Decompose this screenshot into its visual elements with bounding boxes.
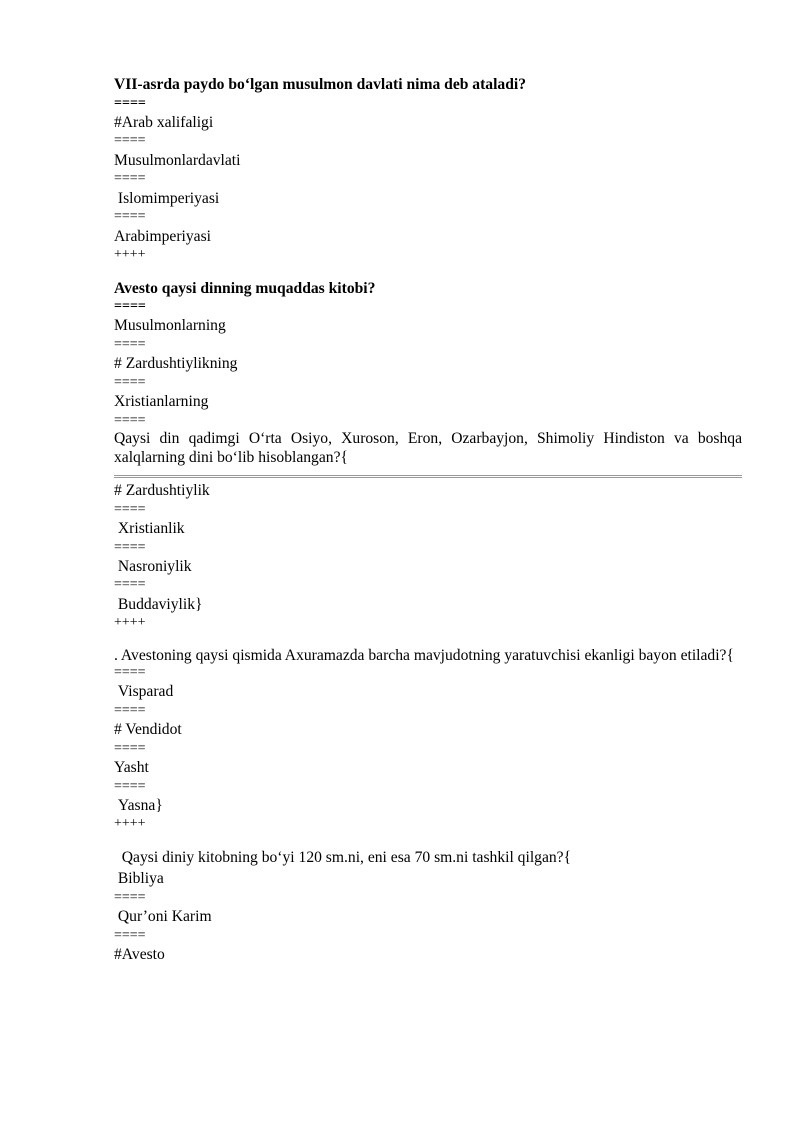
separator: ==== bbox=[114, 299, 146, 315]
separator: ==== bbox=[114, 702, 146, 718]
q3-option-4: Buddaviylik} bbox=[114, 595, 203, 613]
separator: ==== bbox=[114, 133, 146, 149]
end-marker: ++++ bbox=[114, 816, 146, 832]
separator: ==== bbox=[114, 209, 146, 225]
q1-option-4: Arabimperiyasi bbox=[114, 227, 211, 245]
q5-option-1: Bibliya bbox=[114, 870, 164, 888]
q3-option-3: Nasroniylik bbox=[114, 557, 192, 575]
separator: ==== bbox=[114, 927, 146, 943]
separator: ==== bbox=[114, 577, 146, 593]
q1-option-1: #Arab xalifaligi bbox=[114, 113, 214, 131]
question-3: Qaysi din qadimgi O‘rta Osiyo, Xuroson, Eron, Ozarbayjon, Shimoliy Hindiston va boshqa xalqlarning dini bo‘lib hisoblangan?{ bbox=[114, 430, 742, 467]
q1-option-2: Musulmonlardavlati bbox=[114, 151, 241, 169]
q4-option-1: Visparad bbox=[114, 683, 174, 701]
separator: ==== bbox=[114, 539, 146, 555]
q2-option-3: Xristianlarning bbox=[114, 393, 209, 411]
q4-option-2: # Vendidot bbox=[114, 721, 182, 739]
question-5: Qaysi diniy kitobning bo‘yi 120 sm.ni, eni esa 70 sm.ni tashkil qilgan?{ bbox=[114, 848, 572, 866]
q4-option-3: Yasht bbox=[114, 759, 149, 776]
separator: ==== bbox=[114, 778, 146, 794]
q1-option-3: Islomimperiyasi bbox=[114, 189, 220, 207]
separator: ==== bbox=[114, 889, 146, 905]
q4-option-4: Yasna} bbox=[114, 796, 163, 814]
horizontal-rule bbox=[114, 475, 742, 478]
separator: ==== bbox=[114, 412, 146, 428]
q2-option-1: Musulmonlarning bbox=[114, 317, 226, 335]
separator: ==== bbox=[114, 740, 146, 756]
q2-option-2: # Zardushtiylikning bbox=[114, 355, 238, 373]
question-4: . Avestoning qaysi qismida Axuramazda barcha mavjudotning yaratuvchisi ekanligi bayon etiladi?{ bbox=[114, 646, 734, 664]
end-marker: ++++ bbox=[114, 615, 146, 631]
separator: ==== bbox=[114, 664, 146, 680]
separator: ==== bbox=[114, 171, 146, 187]
q3-option-1: # Zardushtiylik bbox=[114, 482, 210, 500]
separator: ==== bbox=[114, 374, 146, 390]
question-1: VII-asrda paydo bo‘lgan musulmon davlati nima deb ataladi? bbox=[114, 76, 527, 93]
quiz-content bbox=[114, 74, 742, 966]
separator: ==== bbox=[114, 336, 146, 352]
end-marker: ++++ bbox=[114, 247, 146, 263]
separator: ==== bbox=[114, 95, 146, 111]
question-2: Avesto qaysi dinning muqaddas kitobi? bbox=[114, 279, 376, 297]
q5-option-3: #Avesto bbox=[114, 946, 165, 964]
q5-option-2: Qur’oni Karim bbox=[114, 908, 212, 926]
separator: ==== bbox=[114, 501, 146, 517]
q3-option-2: Xristianlik bbox=[114, 520, 185, 538]
